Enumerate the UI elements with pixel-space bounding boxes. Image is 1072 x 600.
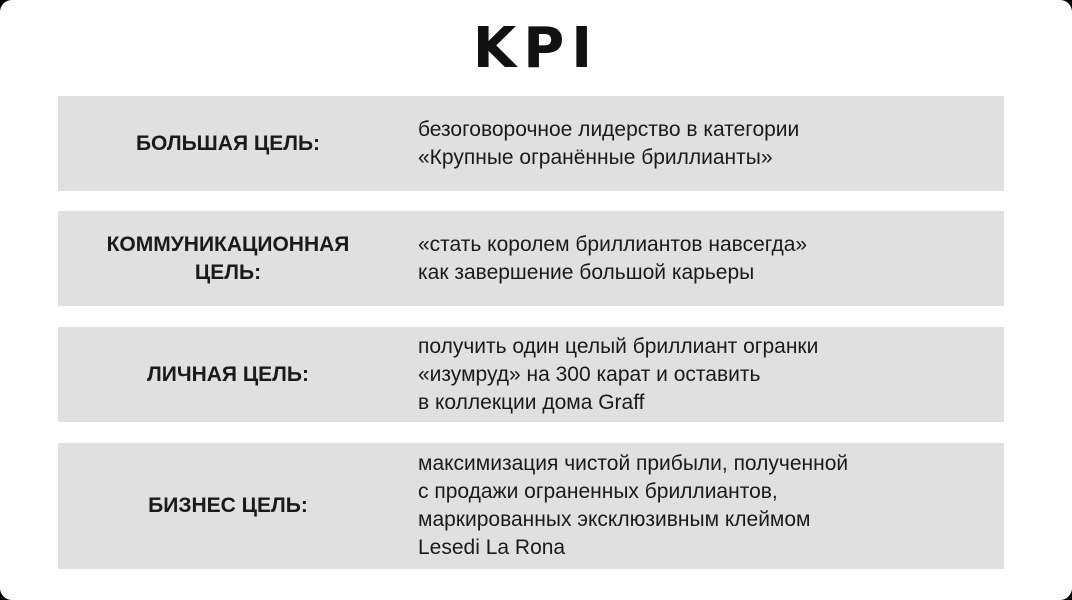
kpi-row-value-text: максимизация чистой прибыли, полученной с продажи ограненных бриллиантов, маркированных эксклюзивным клеймом Lesedi La Rona <box>418 452 849 559</box>
kpi-row-value <box>418 443 988 569</box>
kpi-row-value <box>418 211 988 306</box>
kpi-row-value-text: безоговорочное лидерство в категории «Крупные огранённые бриллианты» <box>418 117 800 169</box>
kpi-row-label: БОЛЬШАЯ ЦЕЛЬ: <box>135 131 321 155</box>
kpi-row-business-goal <box>58 443 1004 569</box>
kpi-row-communication-goal <box>58 211 1004 306</box>
kpi-row-value-text: «стать королем бриллиантов навсегда» как завершение большой карьеры <box>418 232 808 284</box>
slide-title: KPI <box>472 16 600 81</box>
kpi-row-label: БИЗНЕС ЦЕЛЬ: <box>148 494 308 517</box>
kpi-row-label: КОММУНИКАЦИОННАЯ ЦЕЛЬ: <box>106 232 350 284</box>
kpi-row-value <box>418 327 988 422</box>
kpi-row-big-goal <box>58 96 1004 191</box>
kpi-row-personal-goal <box>58 327 1004 422</box>
kpi-row-label: ЛИЧНАЯ ЦЕЛЬ: <box>146 362 309 386</box>
kpi-row-value-text: получить один целый бриллиант огранки «изумруд» на 300 карат и оставить в коллекции дома Graff <box>418 334 819 414</box>
kpi-row-value <box>418 96 988 191</box>
